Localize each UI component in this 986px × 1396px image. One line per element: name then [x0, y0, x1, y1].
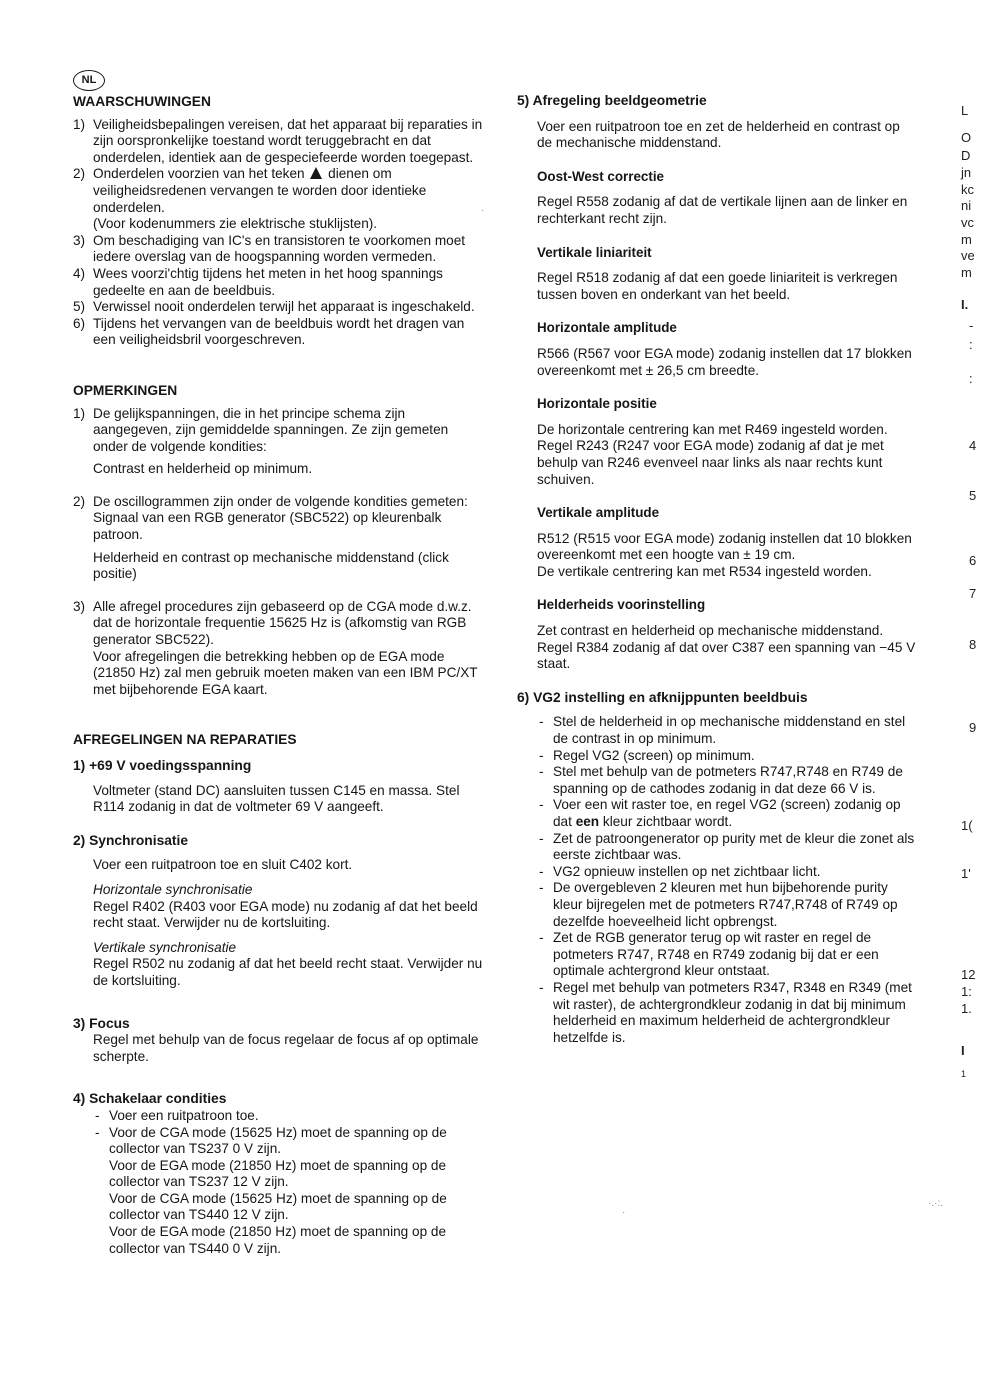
edge-fragment: - [969, 318, 974, 333]
vertical-sync-text: Regel R502 nu zodanig af dat het beeld recht staat. Verwijder nu de kortsluiting. [93, 956, 483, 988]
vertical-linearity-text: Regel R518 zodanig af dat een goede liniariteit is verkregen tussen boven en onderkant van het beeld. [537, 270, 898, 302]
edge-fragment: 5 [969, 488, 977, 503]
horizontal-amplitude-text: R566 (R567 voor EGA mode) zodanig instellen dat 17 blokken overeenkomt met ± 26,5 cm breedte. [537, 345, 912, 378]
remark-detail: Contrast en helderheid op minimum. [93, 461, 313, 477]
warnings-list [73, 117, 483, 349]
list-item: 1) De gelijkspanningen, die in het principe schema zijn aangegeven, zijn gemiddelde spanningen. Ze zijn gemeten onder de volgende kondities: Contrast en helderheid op minimum. [73, 406, 483, 478]
list-item: - Voor de CGA mode (15625 Hz) moet de spanning op de collector van TS237 0 V zijn. [93, 1125, 483, 1158]
section-3-text: Regel met behulp van de focus regelaar de focus af op optimale scherpte. [93, 1032, 479, 1064]
list-item: - Zet de patroongenerator op purity met de kleur die zonet als eerste zichtbaar was. [537, 831, 917, 864]
brightness-preset-text: Zet contrast en helderheid op mechanische middenstand. [537, 623, 884, 639]
left-column [73, 70, 483, 1257]
section-6-title: 6) VG2 instelling en afknijppunten beeldbuis [517, 689, 808, 705]
section-4-continued: Voor de EGA mode (21850 Hz) moet de spanning op de collector van TS237 12 V zijn. Voor de CGA mode (15625 Hz) moet de spanning op de collector van TS440 12 V zijn. Voor de EGA mode (21850 Hz) moet de spanning op de collector van TS440 0 V zijn. [109, 1157, 447, 1256]
brightness-preset-title: Helderheids voorinstelling [537, 597, 706, 613]
list-item: 5) Verwissel nooit onderdelen terwijl het apparaat is ingeschakeld. [73, 299, 475, 315]
edge-fragment: m [961, 265, 972, 280]
remark-detail: Signaal van een RGB generator (SBC522) op kleurenbalk patroon. [93, 510, 442, 543]
horizontal-position-title: Horizontale positie [537, 396, 657, 412]
edge-fragment: 1' [961, 866, 971, 881]
scan-speck: ·.·:. [928, 1198, 943, 1209]
section-5-title: 5) Afregeling beeldgeometrie [517, 93, 707, 108]
edge-fragment: jn [961, 165, 972, 180]
warnings-title: WAARSCHUWINGEN [73, 94, 211, 109]
brightness-preset-text-2: Regel R384 zodanig af dat over C387 een spanning van −45 V staat. [537, 639, 916, 672]
list-item: - Stel met behulp van de potmeters R747,R748 en R749 de spanning op de cathodes zodanig in dat deze 66 V is. [537, 764, 917, 797]
edge-fragment: I. [961, 297, 969, 312]
edge-fragment: I [961, 1043, 965, 1058]
list-item: - Stel de helderheid in op mechanische middenstand en stel de contrast in op minimum. [537, 714, 917, 747]
scan-speck: · [622, 1207, 626, 1218]
horizontal-sync-text: Regel R402 (R403 voor EGA mode) nu zodanig af dat het beeld recht staat. Verwijder nu de kortsluiting. [93, 898, 478, 931]
edge-fragment: 7 [969, 586, 977, 601]
edge-fragments [955, 0, 986, 1396]
edge-fragment: 1: [961, 984, 972, 999]
list-item: - De overgebleven 2 kleuren met hun bijbehorende purity kleur bijregelen met de potmeters R747,R748 of R749 op dezelfde hoeveelheid licht opbrengst. [537, 880, 917, 930]
edge-fragment: ve [961, 248, 975, 263]
list-item: - Regel VG2 (screen) op minimum. [537, 748, 917, 765]
ow-correction-text: Regel R558 zodanig af dat de vertikale lijnen aan de linker en rechterkant recht zijn. [537, 194, 908, 226]
vertical-linearity-title: Vertikale liniariteit [537, 244, 652, 260]
edge-fragment: m [961, 232, 972, 247]
list-item: - Zet de RGB generator terug op wit raster en regel de potmeters R747, R748 en R749 zodanig bij dat er een optimale achtergrond kleur ontstaat. [537, 930, 917, 980]
edge-fragment: O [961, 130, 972, 145]
edge-fragment: 4 [969, 438, 977, 453]
remark-detail: Helderheid en contrast op mechanische middenstand (click positie) [93, 549, 449, 582]
section-5-text: Voer een ruitpatroon toe en zet de helderheid en contrast op de mechanische middenstand. [537, 118, 900, 151]
horizontal-amplitude-title: Horizontale amplitude [537, 320, 677, 336]
horizontal-sync-label: Horizontale synchronisatie [93, 881, 253, 897]
language-badge: NL [73, 70, 105, 91]
edge-fragment: ni [961, 198, 972, 213]
warning-triangle-icon [310, 167, 322, 179]
list-item: - VG2 opnieuw instellen op net zichtbaar licht. [537, 864, 917, 881]
remarks-list [73, 406, 483, 699]
scan-speck: · [481, 205, 485, 216]
list-item: 2) De oscillogrammen zijn onder de volgende kondities gemeten: Signaal van een RGB generator (SBC522) op kleurenbalk patroon. Helderheid en contrast op mechanische middenstand (click positie) [73, 494, 483, 583]
remark-detail: Voor afregelingen die betrekking hebben op de EGA mode (21850 Hz) zal men gebruik moeten maken van een IBM PC/XT met bijbehorende EGA kaart. [93, 648, 478, 697]
section-1-text: Voltmeter (stand DC) aansluiten tussen C145 en massa. Stel R114 zodanig in dat de voltmeter 69 V aangeeft. [93, 782, 460, 815]
list-item: 2) Onderdelen voorzien van het teken dienen om veiligheidsredenen vervangen te worden door identieke onderdelen. (Voor kodenummers zie elektrische stuklijsten). [73, 166, 427, 232]
edge-fragment: 6 [969, 553, 977, 568]
vertical-sync-label: Vertikale synchronisatie [93, 939, 237, 955]
edge-fragment: : [969, 337, 973, 352]
edge-fragment: L [961, 103, 969, 118]
edge-fragment: : [969, 371, 973, 386]
section-2-text: Voer een ruitpatroon toe en sluit C402 kort. [93, 857, 353, 873]
edge-fragment: 1( [961, 818, 973, 833]
edge-fragment: 12 [961, 967, 976, 982]
list-item: 3) Alle afregel procedures zijn gebaseerd op de CGA mode d.w.z. dat de horizontale frequentie 15625 Hz is (afkomstig van RGB generator SBC522). Voor afregelingen die betrekking hebben op de EGA mode (21850 Hz) zal men gebruik moeten maken van een IBM PC/XT met bijbehorende EGA kaart. [73, 599, 483, 699]
vertical-amplitude-title: Vertikale amplitude [537, 505, 660, 521]
horizontal-position-text: De horizontale centrering kan met R469 ingesteld worden. Regel R243 (R247 voor EGA mode) zodanig af dat je met behulp van R246 evenveel naar links als naar rechts kunt schuiven. [537, 421, 888, 487]
section-2-title: 2) Synchronisatie [73, 832, 189, 848]
edge-fragment: 1 [961, 1069, 967, 1079]
adjustments-title: AFREGELINGEN NA REPARATIES [73, 732, 297, 748]
section-6-list [537, 714, 917, 1046]
edge-fragment: D [961, 148, 971, 163]
list-item: 1) Veiligheidsbepalingen vereisen, dat het apparaat bij reparaties in zijn oorspronkelijke toestand wordt teruggebracht en dat onderdelen, identiek aan de gespeciefeerde worden toegepast. [73, 116, 483, 165]
edge-fragment: vc [961, 215, 974, 230]
section-4-title: 4) Schakelaar condities [73, 1091, 227, 1107]
list-item: 6) Tijdens het vervangen van de beeldbuis wordt het dragen van een veiligheidsbril voorgeschreven. [73, 315, 465, 348]
right-column [517, 93, 917, 1046]
list-item: - Voer een ruitpatroon toe. [93, 1108, 483, 1125]
list-item: - Regel met behulp van potmeters R347, R348 en R349 (met wit raster), de achtergrondkleur zodanig in dat bij minimum helderheid en maximum helderheid de achtergrondkleur hetzelfde is. [537, 980, 917, 1046]
section-4-list [93, 1108, 483, 1158]
vertical-amplitude-text: R512 (R515 voor EGA mode) zodanig instellen dat 10 blokken overeenkomt met een hoogte van ± 19 cm. [537, 530, 912, 563]
edge-fragment: 9 [969, 720, 977, 735]
edge-fragment: 8 [969, 637, 977, 652]
list-item: 4) Wees voorzi'chtig tijdens het meten in het hoog spannings gedeelte en aan de beeldbuis. [73, 265, 443, 298]
list-item: - Voer een wit raster toe, en regel VG2 (screen) zodanig op dat een kleur zichtbaar wordt. [537, 797, 917, 830]
edge-fragment: kc [961, 182, 974, 197]
list-item: 3) Om beschadiging van IC's en transistoren te voorkomen moet iedere overslag van de hoogspanning worden vermeden. [73, 232, 466, 265]
edge-fragment: 1. [961, 1001, 972, 1016]
section-3-title: 3) Focus [73, 1015, 130, 1031]
ow-correction-title: Oost-West correctie [537, 168, 665, 184]
section-1-title: 1) +69 V voedingsspanning [73, 758, 252, 773]
vertical-centering-text: De vertikale centrering kan met R534 ingesteld worden. [537, 563, 872, 579]
remarks-title: OPMERKINGEN [73, 382, 178, 398]
